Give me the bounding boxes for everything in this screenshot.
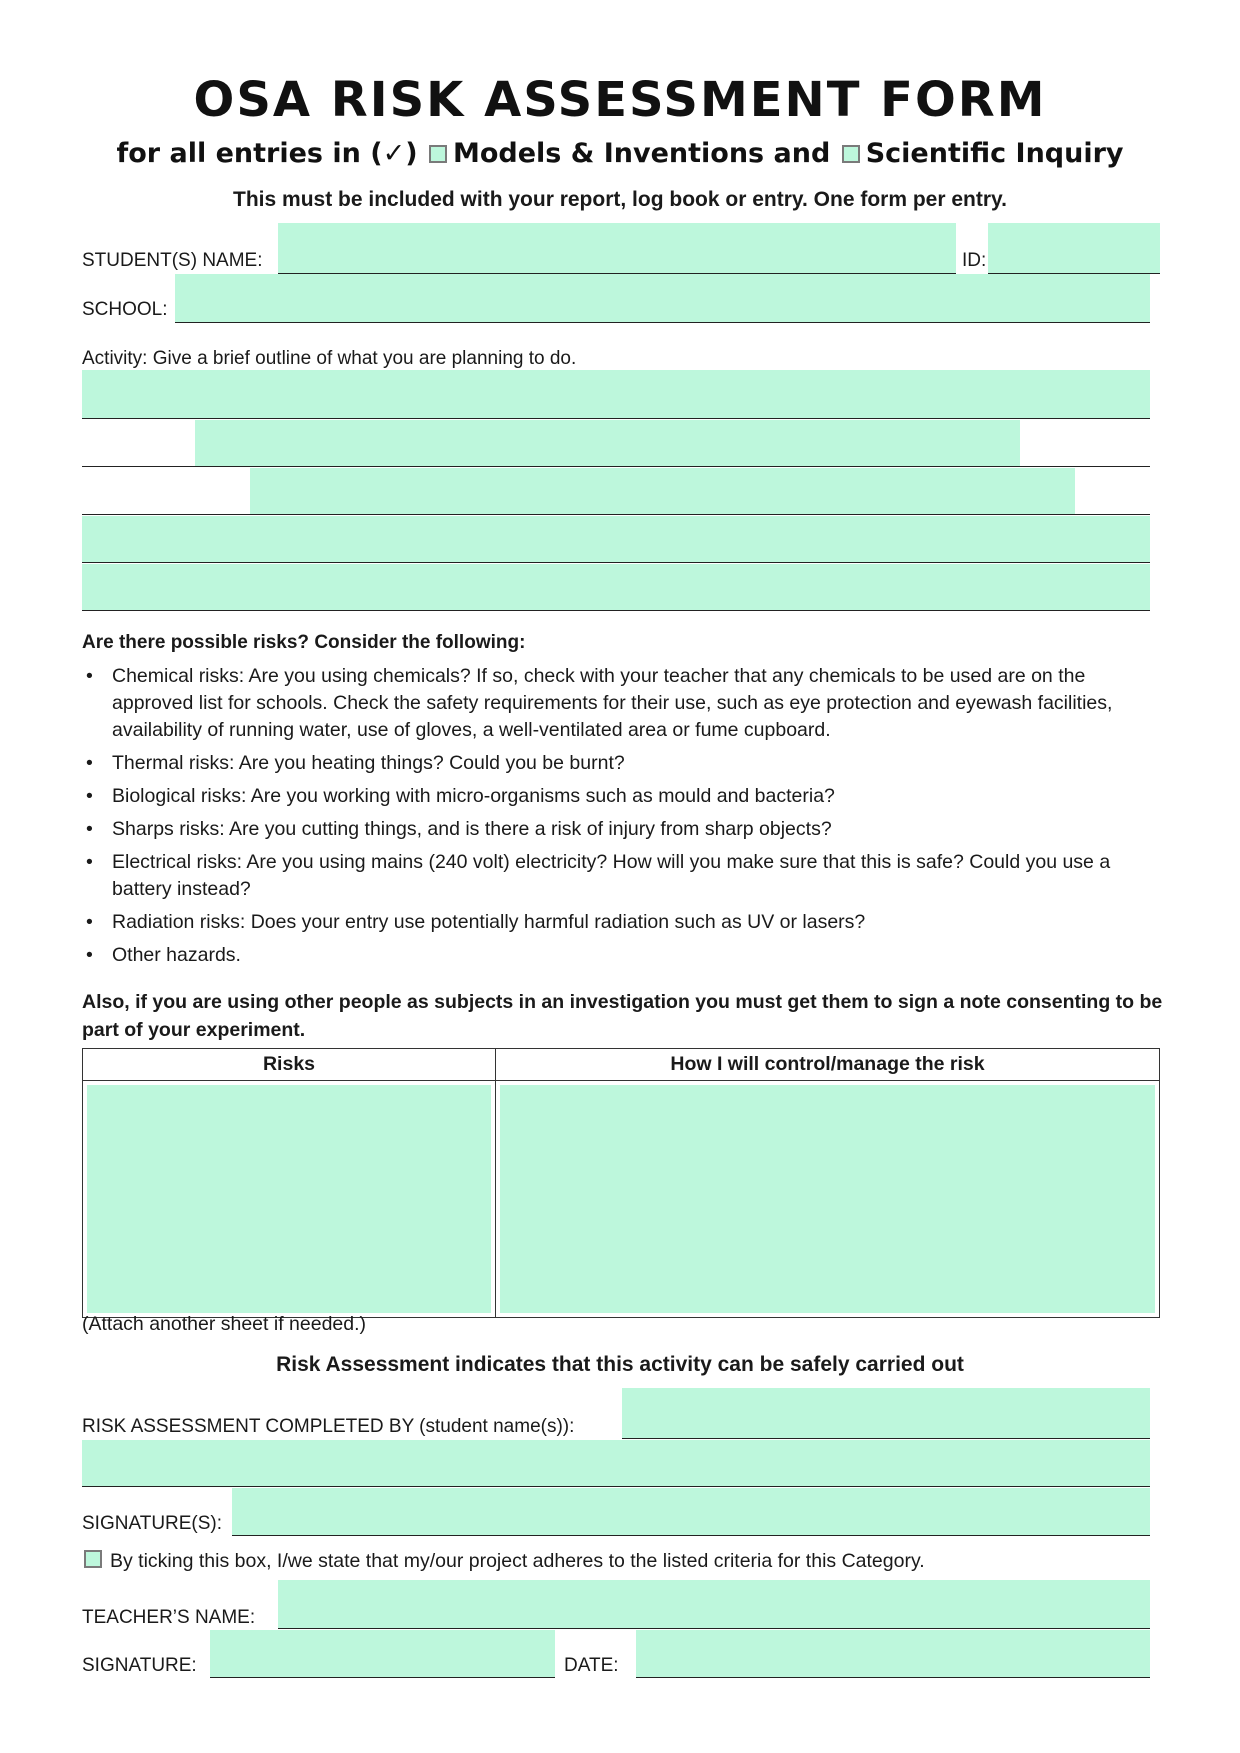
signatures-underline: [232, 1535, 1150, 1536]
student-id-field[interactable]: [988, 223, 1160, 273]
activity-line-2-field[interactable]: [195, 420, 1020, 466]
school-underline: [175, 322, 1150, 323]
models-inventions-label: Models & Inventions and: [453, 138, 831, 169]
consent-note: Also, if you are using other people as subjects in an investigation you must get them to sign a note consenting to be part of your experiment.: [82, 991, 1163, 1041]
date-underline: [636, 1677, 1150, 1678]
teacher-name-label: TEACHER’S NAME:: [82, 1607, 256, 1628]
risks-heading: Are there possible risks? Consider the following:: [82, 632, 526, 653]
signature-label: SIGNATURE:: [82, 1655, 197, 1676]
activity-line-5-field[interactable]: [82, 564, 1150, 610]
risk-list: [82, 663, 1142, 975]
risks-input-area[interactable]: [87, 1085, 491, 1313]
risks-column-header: Risks: [83, 1049, 496, 1081]
activity-line-1-field[interactable]: [82, 370, 1150, 418]
subtitle-prefix: for all entries in (✓): [116, 138, 418, 169]
date-label: DATE:: [564, 1655, 619, 1676]
control-cell: [496, 1081, 1160, 1318]
completed-by-line-2: [82, 1486, 1150, 1487]
activity-line-1: [82, 418, 1150, 419]
activity-label: Activity: Give a brief outline of what you are planning to do.: [82, 348, 577, 369]
school-label: SCHOOL:: [82, 299, 168, 320]
date-field[interactable]: [636, 1630, 1150, 1677]
activity-line-5: [82, 610, 1150, 611]
signatures-field[interactable]: [232, 1488, 1150, 1535]
activity-line-2: [82, 466, 1150, 467]
risk-item-electrical: • Electrical risks: Are you using mains (240 volt) electricity? How will you make sure that this is safe? Could you use a battery instead?: [82, 849, 1142, 903]
completed-by-underline: [622, 1438, 1150, 1439]
models-inventions-checkbox[interactable]: [429, 145, 447, 163]
completed-by-line-2-field[interactable]: [82, 1440, 1150, 1486]
control-column-header: How I will control/manage the risk: [496, 1049, 1160, 1081]
student-name-field[interactable]: [278, 223, 956, 273]
risks-cell: [83, 1081, 496, 1318]
risk-item-chemical: • Chemical risks: Are you using chemicals? If so, check with your teacher that any chemicals to be used are on the approved list for schools. Check the safety requirements for their use, such as eye protection and eyewash facilities, availability of running water, use of gloves, a well-ventilated area or fume cupboard.: [82, 663, 1142, 744]
attach-note: (Attach another sheet if needed.): [82, 1313, 367, 1335]
signoff-heading: Risk Assessment indicates that this activity can be safely carried out: [276, 1353, 964, 1376]
student-name-label: STUDENT(S) NAME:: [82, 250, 263, 271]
risk-table: [82, 1048, 1160, 1318]
school-field[interactable]: [175, 274, 1150, 322]
risk-item-thermal: • Thermal risks: Are you heating things? Could you be burnt?: [82, 750, 1142, 777]
form-instruction: This must be included with your report, log book or entry. One form per entry.: [233, 188, 1007, 211]
risk-item-radiation: • Radiation risks: Does your entry use potentially harmful radiation such as UV or lasers?: [82, 909, 1142, 936]
risk-item-biological: • Biological risks: Are you working with micro-organisms such as mould and bacteria?: [82, 783, 1142, 810]
completed-by-field[interactable]: [622, 1388, 1150, 1438]
risk-item-other: • Other hazards.: [82, 942, 1142, 969]
activity-line-3: [82, 514, 1150, 515]
completed-by-label: RISK ASSESSMENT COMPLETED BY (student name(s)):: [82, 1416, 575, 1437]
form-title: OSA RISK ASSESSMENT FORM: [193, 72, 1047, 128]
signatures-label: SIGNATURE(S):: [82, 1513, 223, 1534]
tick-statement: By ticking this box, I/we state that my/our project adheres to the listed criteria for this Category.: [110, 1550, 925, 1572]
teacher-signature-field[interactable]: [210, 1630, 555, 1677]
activity-line-4: [82, 562, 1150, 563]
scientific-inquiry-label: Scientific Inquiry: [865, 138, 1124, 169]
id-label: ID:: [962, 250, 987, 271]
control-input-area[interactable]: [500, 1085, 1155, 1313]
teacher-name-field[interactable]: [278, 1580, 1150, 1628]
tick-row: [82, 1550, 925, 1573]
scientific-inquiry-checkbox[interactable]: [842, 145, 860, 163]
criteria-checkbox[interactable]: [84, 1550, 102, 1568]
form-subtitle: [0, 138, 1240, 169]
activity-line-3-field[interactable]: [250, 468, 1075, 514]
teacher-signature-underline: [210, 1677, 555, 1678]
risk-item-sharps: • Sharps risks: Are you cutting things, and is there a risk of injury from sharp objects?: [82, 816, 1142, 843]
teacher-name-underline: [278, 1628, 1150, 1629]
activity-line-4-field[interactable]: [82, 516, 1150, 562]
